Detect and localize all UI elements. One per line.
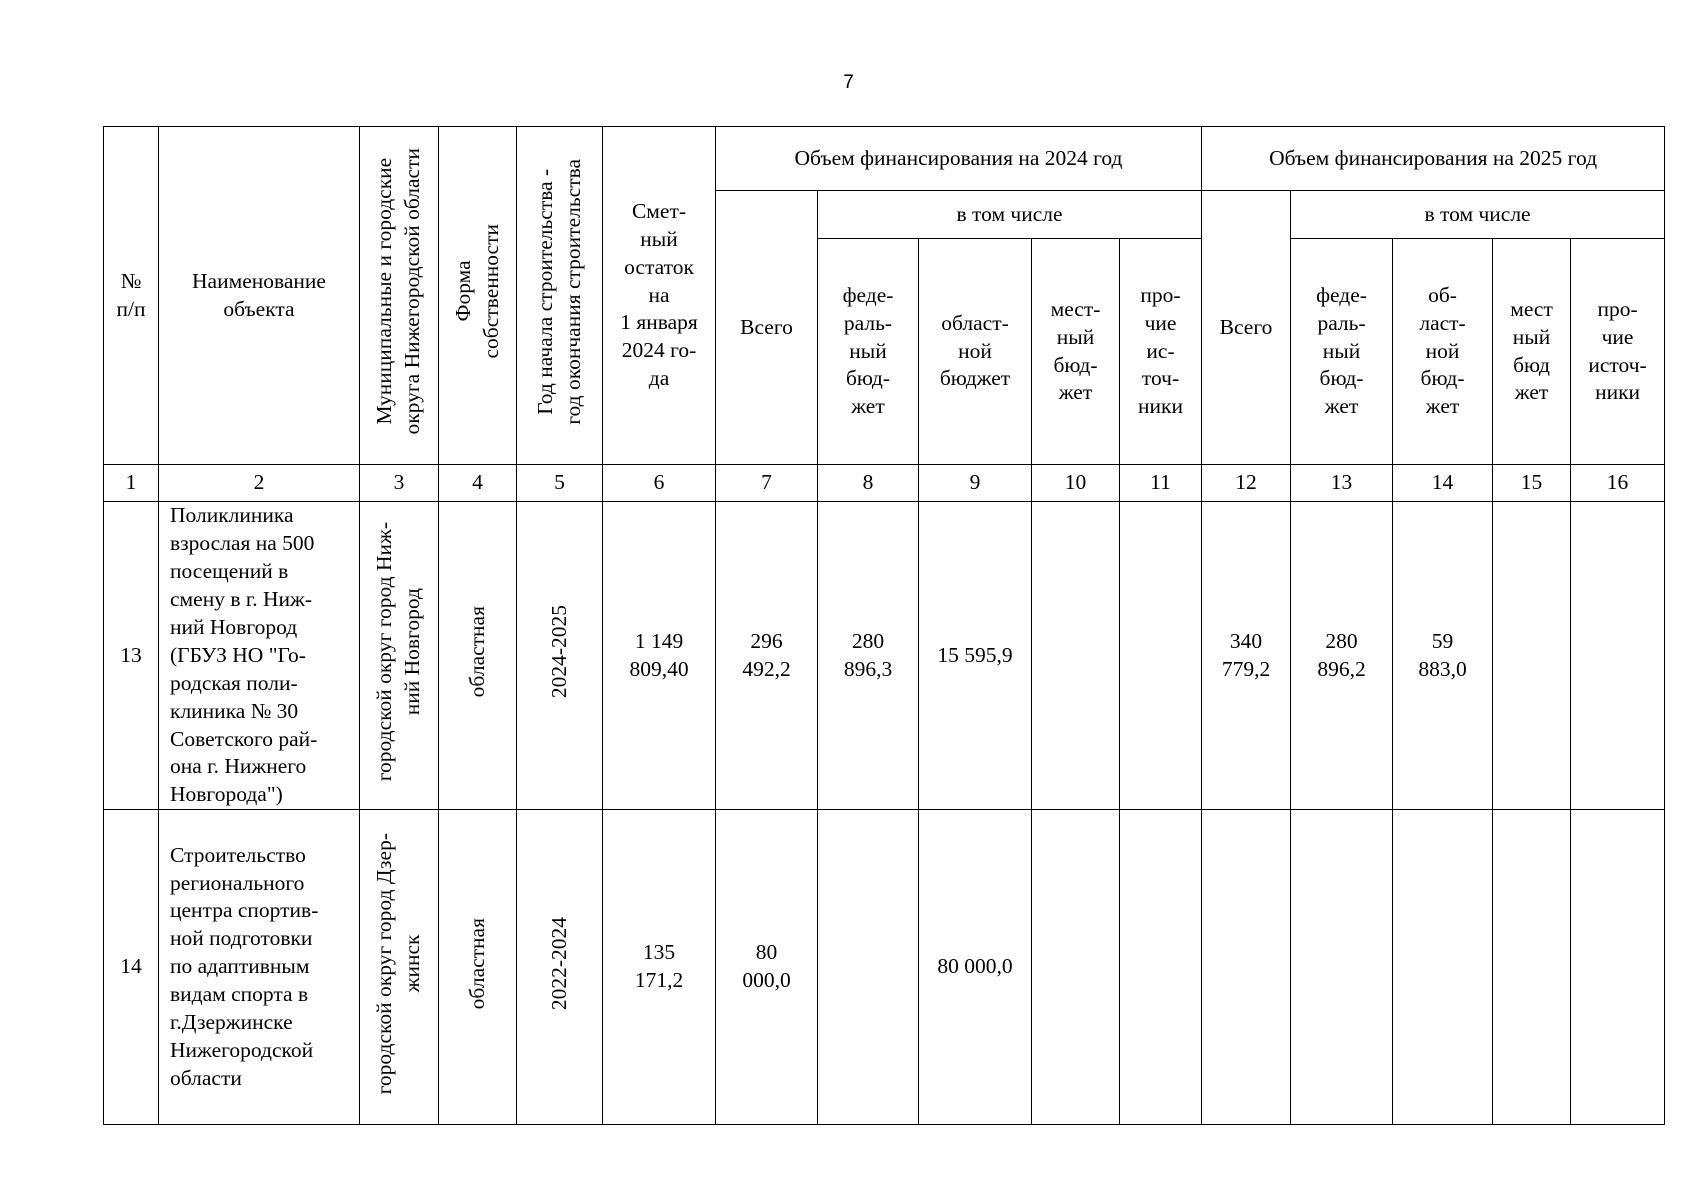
header-federal-2024: феде- раль- ный бюд- жет xyxy=(818,239,919,465)
row-federal-2024: 280 896,3 xyxy=(818,502,919,810)
row-total-2024: 80 000,0 xyxy=(716,810,818,1125)
table-row xyxy=(104,810,1665,1125)
header-including-2024: в том числе xyxy=(818,191,1202,239)
row-local-2024 xyxy=(1032,502,1120,810)
page-number: 7 xyxy=(843,72,854,93)
row-other-2024 xyxy=(1120,502,1202,810)
column-number: 13 xyxy=(1291,465,1393,502)
header-financing-2024: Объем финансирования на 2024 год xyxy=(716,127,1202,191)
column-number: 3 xyxy=(360,465,439,502)
row-regional-2024: 15 595,9 xyxy=(919,502,1032,810)
column-number: 14 xyxy=(1393,465,1493,502)
row-other-2024 xyxy=(1120,810,1202,1125)
header-including-2025: в том числе xyxy=(1291,191,1665,239)
row-other-2025 xyxy=(1571,502,1665,810)
header-municipality: Муниципальные и городские округа Нижегородской области xyxy=(360,127,439,465)
column-number: 16 xyxy=(1571,465,1665,502)
row-object-name: Строительство регионального центра спортив- ной подготовки по адаптивным видам спорта в г.Дзержинске Нижегородской области xyxy=(159,810,360,1125)
column-number: 5 xyxy=(517,465,603,502)
financing-table xyxy=(103,126,1665,1125)
table-row xyxy=(104,502,1665,810)
header-total-2024: Всего xyxy=(716,191,818,465)
column-number: 8 xyxy=(818,465,919,502)
column-number: 1 xyxy=(104,465,159,502)
row-num: 14 xyxy=(104,810,159,1125)
row-municipality: городской округ город Дзер- жинск xyxy=(360,810,439,1125)
header-federal-2025: феде- раль- ный бюд- жет xyxy=(1291,239,1393,465)
row-total-2024: 296 492,2 xyxy=(716,502,818,810)
header-name: Наименование объекта xyxy=(159,127,360,465)
header-num: № п/п xyxy=(104,127,159,465)
row-estimate: 135 171,2 xyxy=(603,810,716,1125)
header-financing-2025: Объем финансирования на 2025 год xyxy=(1202,127,1665,191)
header-ownership: Форма собственности xyxy=(439,127,517,465)
row-total-2025 xyxy=(1202,810,1291,1125)
row-local-2025 xyxy=(1493,502,1571,810)
row-regional-2024: 80 000,0 xyxy=(919,810,1032,1125)
column-number: 9 xyxy=(919,465,1032,502)
header-years: Год начала строительства - год окончания строительства xyxy=(517,127,603,465)
row-municipality: городской округ город Ниж- ний Новгород xyxy=(360,502,439,810)
row-regional-2025: 59 883,0 xyxy=(1393,502,1493,810)
row-federal-2025 xyxy=(1291,810,1393,1125)
row-total-2025: 340 779,2 xyxy=(1202,502,1291,810)
row-num: 13 xyxy=(104,502,159,810)
row-ownership: областная xyxy=(439,810,517,1125)
header-regional-2024: област- ной бюджет xyxy=(919,239,1032,465)
row-federal-2024 xyxy=(818,810,919,1125)
header-estimate: Смет- ный остаток на 1 января 2024 го- да xyxy=(603,127,716,465)
column-number-row xyxy=(104,465,1665,502)
header-other-2025: про- чие источ- ники xyxy=(1571,239,1665,465)
column-number: 12 xyxy=(1202,465,1291,502)
row-local-2025 xyxy=(1493,810,1571,1125)
row-local-2024 xyxy=(1032,810,1120,1125)
column-number: 2 xyxy=(159,465,360,502)
row-other-2025 xyxy=(1571,810,1665,1125)
row-years: 2024-2025 xyxy=(517,502,603,810)
header-regional-2025: об- ласт- ной бюд- жет xyxy=(1393,239,1493,465)
row-regional-2025 xyxy=(1393,810,1493,1125)
header-other-2024: про- чие ис- точ- ники xyxy=(1120,239,1202,465)
column-number: 11 xyxy=(1120,465,1202,502)
header-total-2025: Всего xyxy=(1202,191,1291,465)
column-number: 7 xyxy=(716,465,818,502)
header-local-2025: мест ный бюд жет xyxy=(1493,239,1571,465)
row-object-name: Поликлиника взрослая на 500 посещений в смену в г. Ниж- ний Новгород (ГБУЗ НО "Го- родская поли- клиника № 30 Советского рай- она г. Нижнего Новгорода") xyxy=(159,502,360,810)
column-number: 4 xyxy=(439,465,517,502)
row-years: 2022-2024 xyxy=(517,810,603,1125)
column-number: 15 xyxy=(1493,465,1571,502)
row-ownership: областная xyxy=(439,502,517,810)
column-number: 6 xyxy=(603,465,716,502)
row-estimate: 1 149 809,40 xyxy=(603,502,716,810)
row-federal-2025: 280 896,2 xyxy=(1291,502,1393,810)
column-number: 10 xyxy=(1032,465,1120,502)
header-local-2024: мест- ный бюд- жет xyxy=(1032,239,1120,465)
